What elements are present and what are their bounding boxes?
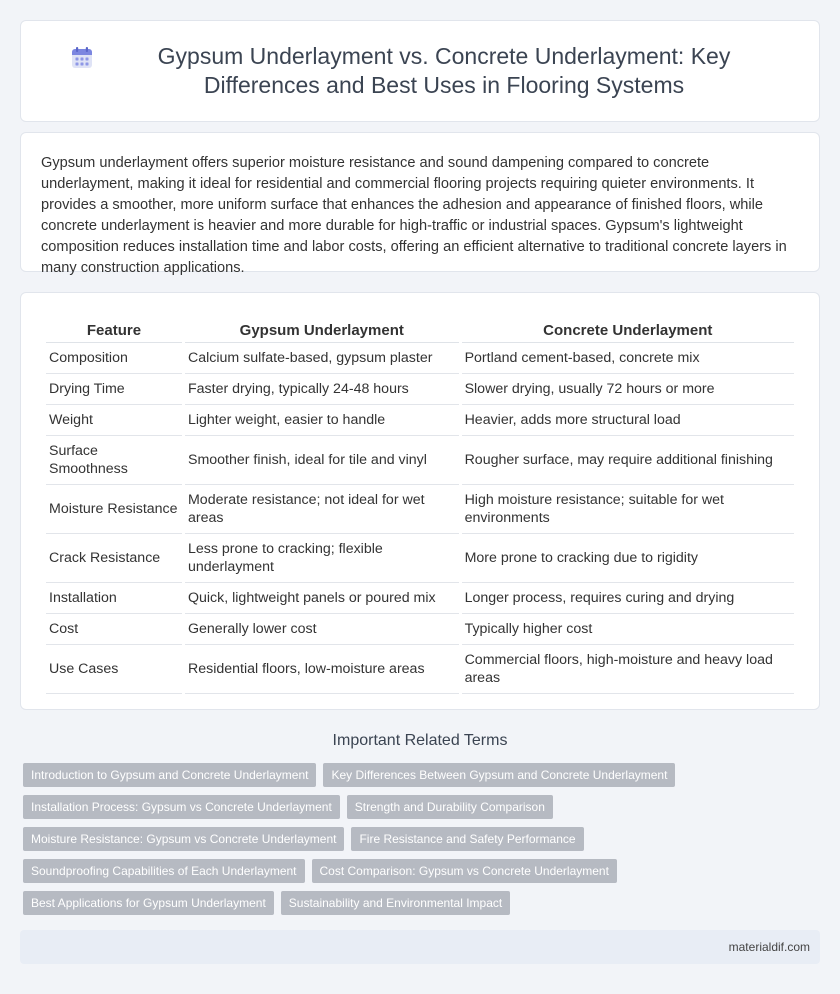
table-row (46, 374, 794, 405)
gypsum-cell: Faster drying, typically 24-48 hours (185, 374, 459, 405)
feature-cell: Moisture Resistance (46, 485, 182, 534)
table-row (46, 645, 794, 694)
intro-card (20, 132, 820, 276)
gypsum-cell: Less prone to cracking; flexible underlayment (185, 534, 459, 583)
gypsum-cell: Calcium sulfate-based, gypsum plaster (185, 343, 459, 374)
intro-paragraph: Gypsum underlayment offers superior moisture resistance and sound dampening compared to concrete underlayment, making it ideal for residential and commercial flooring projects requiring quieter environments. It provides a smoother, more uniform surface that enhances the adhesion and appearance of finished floors, while concrete underlayment is heavier and more durable for high-traffic or industrial spaces. Gypsum's lightweight composition reduces installation time and labor costs, offering an efficient alternative to traditional concrete layers in many construction applications. (41, 155, 787, 276)
table-row (46, 343, 794, 374)
related-tag[interactable]: Cost Comparison: Gypsum vs Concrete Underlayment (312, 859, 617, 883)
gypsum-cell: Lighter weight, easier to handle (185, 405, 459, 436)
feature-cell: Composition (46, 343, 182, 374)
header-gypsum: Gypsum Underlayment (185, 313, 459, 343)
related-tag[interactable]: Introduction to Gypsum and Concrete Underlayment (23, 763, 316, 787)
related-tag[interactable]: Key Differences Between Gypsum and Concrete Underlayment (323, 763, 675, 787)
comparison-table-card (20, 292, 820, 710)
comparison-table (43, 313, 797, 694)
gypsum-cell: Residential floors, low-moisture areas (185, 645, 459, 694)
table-row (46, 534, 794, 583)
concrete-cell: High moisture resistance; suitable for wet environments (462, 485, 794, 534)
related-terms-heading: Important Related Terms (332, 732, 508, 749)
table-row (46, 405, 794, 436)
concrete-cell: Typically higher cost (462, 614, 794, 645)
related-tag[interactable]: Sustainability and Environmental Impact (281, 891, 510, 915)
title-card (20, 20, 820, 122)
page-title: Gypsum Underlayment vs. Concrete Underlayment: Key Differences and Best Uses in Flooring Systems (157, 43, 731, 98)
concrete-cell: Heavier, adds more structural load (462, 405, 794, 436)
feature-cell: Weight (46, 405, 182, 436)
gypsum-cell: Smoother finish, ideal for tile and vinyl (185, 436, 459, 485)
feature-cell: Surface Smoothness (46, 436, 182, 485)
feature-cell: Drying Time (46, 374, 182, 405)
feature-cell: Installation (46, 583, 182, 614)
related-tag[interactable]: Moisture Resistance: Gypsum vs Concrete Underlayment (23, 827, 344, 851)
concrete-cell: Longer process, requires curing and drying (462, 583, 794, 614)
gypsum-cell: Quick, lightweight panels or poured mix (185, 583, 459, 614)
concrete-cell: More prone to cracking due to rigidity (462, 534, 794, 583)
related-tag[interactable]: Soundproofing Capabilities of Each Underlayment (23, 859, 305, 883)
related-tag[interactable]: Fire Resistance and Safety Performance (351, 827, 583, 851)
header-concrete: Concrete Underlayment (462, 313, 794, 343)
gypsum-cell: Moderate resistance; not ideal for wet areas (185, 485, 459, 534)
concrete-cell: Commercial floors, high-moisture and heavy load areas (462, 645, 794, 694)
table-header-row (46, 313, 794, 343)
table-row (46, 485, 794, 534)
table-row (46, 583, 794, 614)
footer (20, 930, 820, 964)
related-terms-tags (20, 763, 820, 923)
concrete-cell: Rougher surface, may require additional finishing (462, 436, 794, 485)
calendar-icon (70, 46, 94, 70)
table-row (46, 436, 794, 485)
header-feature: Feature (46, 313, 182, 343)
concrete-cell: Portland cement-based, concrete mix (462, 343, 794, 374)
footer-site-link[interactable]: materialdif.com (728, 940, 810, 954)
title-wrap (70, 42, 770, 100)
gypsum-cell: Generally lower cost (185, 614, 459, 645)
concrete-cell: Slower drying, usually 72 hours or more (462, 374, 794, 405)
table-row (46, 614, 794, 645)
related-tag[interactable]: Best Applications for Gypsum Underlayment (23, 891, 274, 915)
feature-cell: Use Cases (46, 645, 182, 694)
related-tag[interactable]: Installation Process: Gypsum vs Concrete Underlayment (23, 795, 340, 819)
feature-cell: Cost (46, 614, 182, 645)
related-terms-section (20, 728, 820, 923)
feature-cell: Crack Resistance (46, 534, 182, 583)
related-tag[interactable]: Strength and Durability Comparison (347, 795, 553, 819)
